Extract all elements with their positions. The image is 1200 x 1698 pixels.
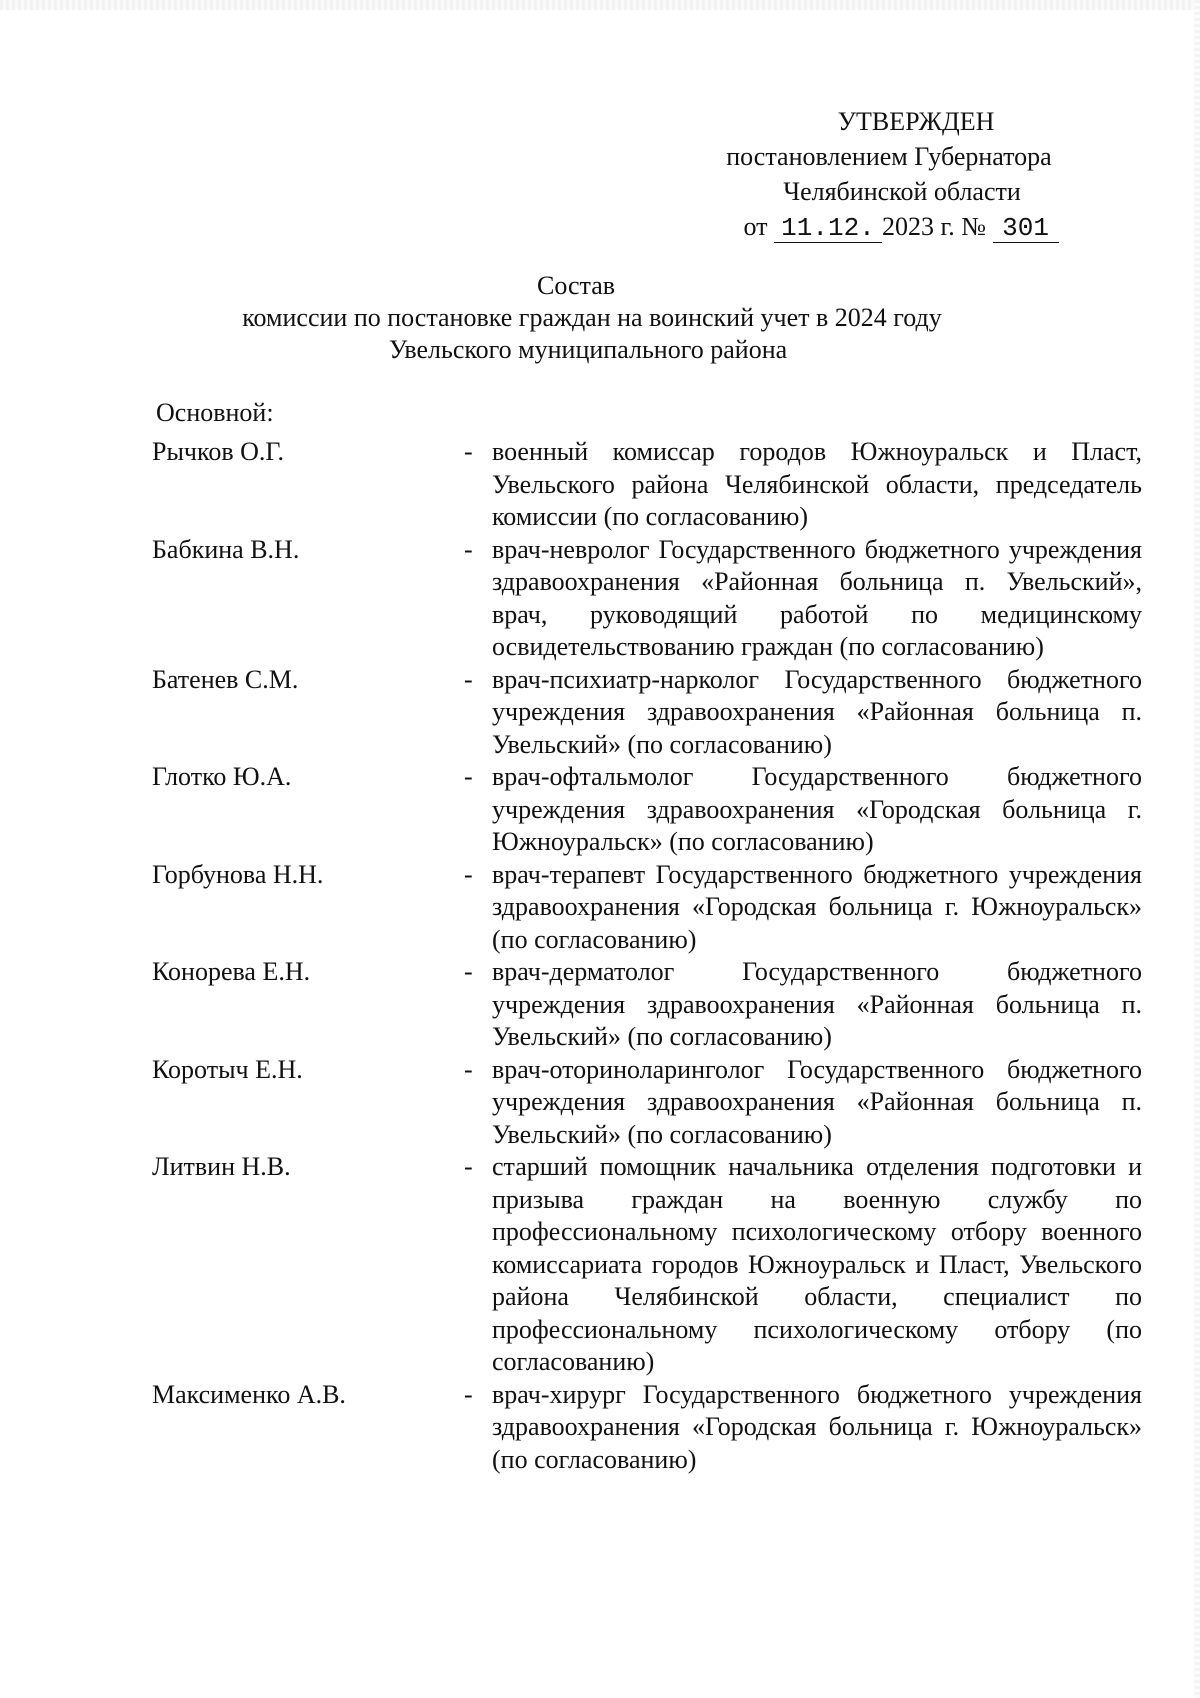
list-item [152,534,1142,664]
approval-line-date-number [682,209,1120,244]
list-item [152,859,1142,957]
section-label-main: Основной: [156,398,274,427]
heading-title: Состав [536,271,616,300]
member-dash: - [464,957,473,986]
member-name: Батенев С.М. [152,664,299,694]
member-description: старший помощник начальника отделения подготовки и призыва граждан на военную службу по профессиональному психологическому отбору военного комиссариата городов Южноуральск и Пласт, Увельского района Челябинской области, специалист по профессиональному психологическому отбору (по согласованию) [492,1152,1142,1376]
list-item [152,1054,1142,1152]
approval-line-region: Челябинской области [783,177,1021,206]
member-name: Глотко Ю.А. [152,762,292,791]
approval-title: УТВЕРЖДЕН [837,107,995,136]
approval-number: 301 [993,214,1059,243]
member-name: Бабкина В.Н. [152,534,300,564]
heading-district: Увельского муниципального района [388,335,788,364]
member-name: Коротыч Е.Н. [152,1054,303,1084]
member-description: врач-хирург Государственного бюджетного учреждения здравоохранения «Городская больница г. Южноуральск» (по согласованию) [492,1379,1142,1474]
member-description: врач-психиатр-нарколог Государственного бюджетного учреждения здравоохранения «Районная больница п. Увельский» (по согласованию) [492,664,1142,759]
member-description: врач-дерматолог Государственного бюджетного учреждения здравоохранения «Районная больница п. Увельский» (по согласованию) [492,957,1142,1051]
list-item [152,664,1142,762]
member-name: Конорева Е.Н. [152,957,311,986]
list-item [152,436,1142,534]
members-list [152,436,1142,1476]
member-name: Рычков О.Г. [152,437,284,466]
approval-line-decree: постановлением Губернатора [726,142,1052,171]
member-description: врач-невролог Государственного бюджетного учреждения здравоохранения «Районная больница п. Увельский», врач, руководящий работой по медицинскому освидетельствованию граждан (по согласованию) [492,534,1142,661]
member-description: военный комиссар городов Южноуральск и Пласт, Увельского района Челябинской области, председатель комиссии (по согласованию) [492,437,1142,531]
member-dash: - [464,437,473,466]
approval-prefix: от [743,212,768,241]
member-dash: - [464,664,473,694]
member-dash: - [464,1379,473,1409]
scan-right-edge [1194,0,1200,1698]
member-description: врач-терапевт Государственного бюджетного учреждения здравоохранения «Городская больница г. Южноуральск» (по согласованию) [492,859,1142,954]
scan-top-edge [0,0,1200,10]
member-name: Максименко А.В. [152,1379,346,1409]
member-dash: - [464,1054,473,1084]
member-name: Горбунова Н.Н. [152,859,324,889]
list-item [152,1151,1142,1379]
member-dash: - [464,1152,473,1181]
approval-year-suffix: 2023 г. № [881,212,987,241]
document-heading [140,270,1040,366]
list-item [152,761,1142,859]
list-item [152,1379,1142,1477]
member-dash: - [464,534,473,564]
heading-subtitle: комиссии по постановке граждан на воинский учет в 2024 году [242,303,942,332]
member-description: врач-офтальмолог Государственного бюджетного учреждения здравоохранения «Городская больница г. Южноуральск» (по согласованию) [492,762,1142,856]
approval-stamp-block [700,104,1120,244]
member-dash: - [464,762,473,791]
member-dash: - [464,859,473,889]
approval-date: 11.12. [774,214,882,243]
list-item [152,956,1142,1054]
member-name: Литвин Н.В. [152,1152,291,1181]
member-description: врач-оториноларинголог Государственного бюджетного учреждения здравоохранения «Районная больница п. Увельский» (по согласованию) [492,1054,1142,1149]
